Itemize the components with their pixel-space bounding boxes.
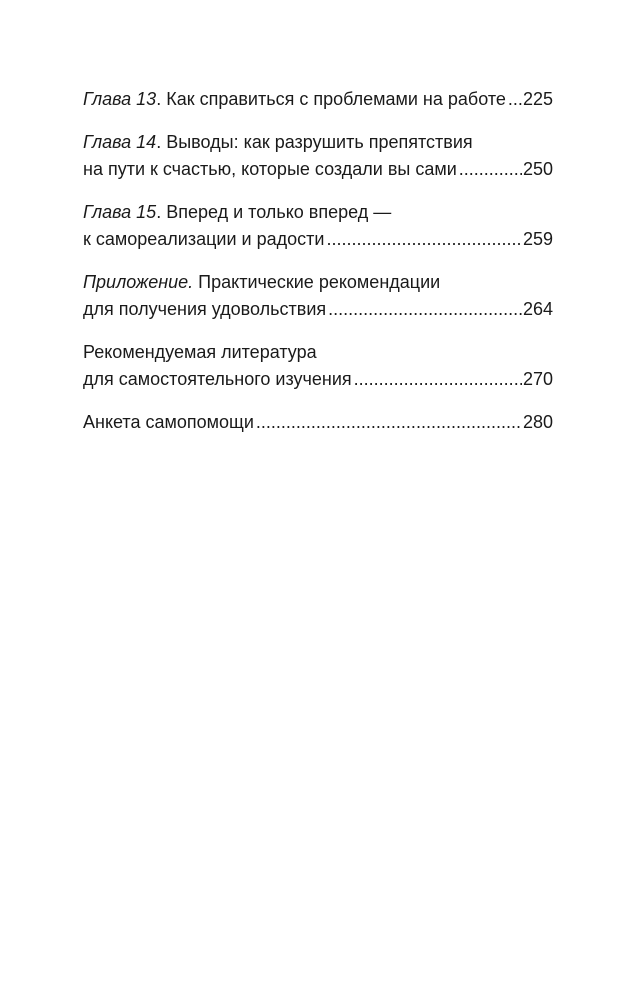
toc-page-number: 264 (522, 299, 553, 319)
toc-page-number: 280 (522, 412, 553, 432)
toc-entry-chapter-13[interactable] (83, 86, 553, 113)
toc-entry-chapter-14[interactable] (83, 129, 553, 183)
toc-page-number: 225 (522, 89, 553, 109)
toc-line (83, 409, 553, 436)
toc-entry-title: Анкета самопомощи (83, 412, 254, 432)
toc-entry-title: Практические рекомендации (193, 272, 441, 292)
toc-line (83, 199, 553, 226)
dot-leader (459, 156, 522, 183)
toc-entry-recommended-reading[interactable] (83, 339, 553, 393)
toc-entry-label: Глава 13 (83, 89, 157, 109)
toc-entry-title: . Как справиться с проблемами на работе (156, 89, 506, 109)
toc-line (83, 156, 553, 183)
dot-leader (354, 366, 522, 393)
toc-entry-title: . Вперед и только вперед — (156, 202, 392, 222)
toc-entry-title-continued: на пути к счастью, которые создали вы сами (83, 159, 457, 179)
toc-line (83, 226, 553, 253)
dot-leader (328, 296, 522, 323)
table-of-contents (83, 86, 553, 452)
toc-line (83, 86, 553, 113)
toc-line (83, 296, 553, 323)
dot-leader (508, 86, 522, 113)
toc-page-number: 270 (522, 369, 553, 389)
toc-entry-title-continued: для получения удовольствия (83, 299, 327, 319)
toc-entry-self-help-questionnaire[interactable] (83, 409, 553, 436)
toc-entry-chapter-15[interactable] (83, 199, 553, 253)
toc-entry-title: Рекомендуемая литература (83, 342, 317, 362)
toc-line (83, 129, 553, 156)
toc-entry-title-continued: к самореализации и радости (83, 229, 325, 249)
dot-leader (256, 409, 522, 436)
dot-leader (326, 226, 522, 253)
toc-page-number: 250 (522, 159, 553, 179)
toc-page-number: 259 (522, 229, 553, 249)
toc-entry-title-continued: для самостоятельного изучения (83, 369, 352, 389)
toc-entry-appendix[interactable] (83, 269, 553, 323)
toc-entry-label: Глава 15 (83, 202, 157, 222)
toc-line (83, 339, 553, 366)
toc-entry-label: Глава 14 (83, 132, 157, 152)
toc-entry-title: . Выводы: как разрушить препятствия (156, 132, 473, 152)
toc-entry-label: Приложение. (83, 272, 194, 292)
toc-line (83, 366, 553, 393)
toc-line (83, 269, 553, 296)
